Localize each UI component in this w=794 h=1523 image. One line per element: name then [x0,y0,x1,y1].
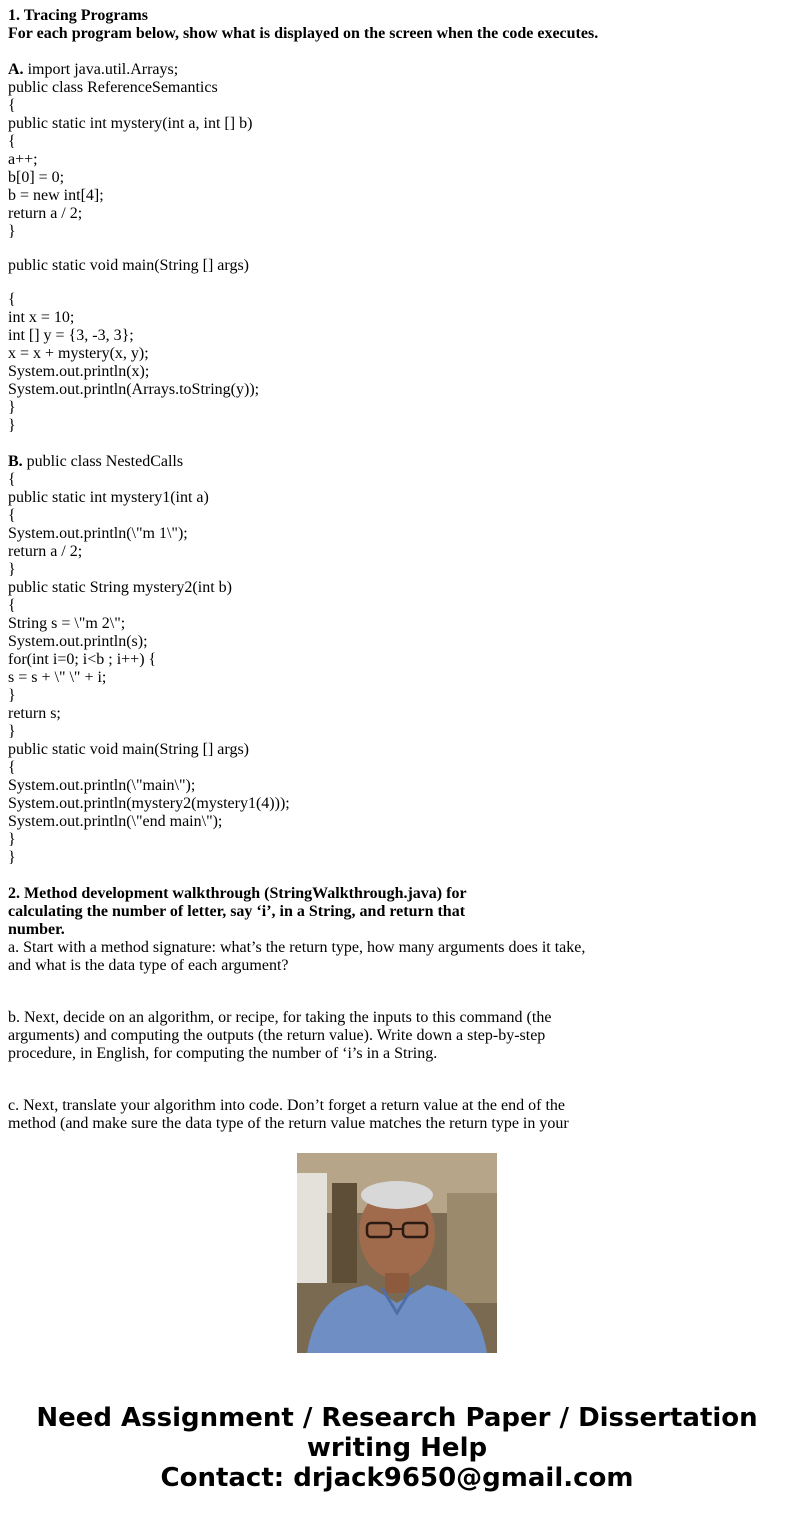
code-line: System.out.println(x); [8,363,150,380]
section2-heading-line: 2. Method development walkthrough (StringWalkthrough.java) for [8,885,467,902]
code-line: System.out.println(Arrays.toString(y)); [8,381,260,398]
part-b-first-line [8,453,608,471]
code-line: b = new int[4]; [8,187,104,204]
code-line: } [8,223,16,240]
code-line: System.out.println(s); [8,633,148,650]
help-banner [0,1403,794,1493]
section1-instruction: For each program below, show what is displayed on the screen when the code executes. [8,25,599,42]
question-c-line: method (and make sure the data type of the return value matches the return type in your [8,1115,569,1132]
question-b [8,1009,608,1063]
code-line: b[0] = 0; [8,169,65,186]
code-line: public class ReferenceSemantics [8,79,218,96]
question-b-line: procedure, in English, for computing the number of ‘i’s in a String. [8,1045,438,1062]
code-line: for(int i=0; i<b ; i++) { [8,651,157,668]
code-line: String s = \"m 2\"; [8,615,126,632]
code-line: System.out.println(\"m 1\"); [8,525,188,542]
code-line: public static int mystery1(int a) [8,489,209,506]
code-line: int x = 10; [8,309,75,326]
part-a-first-line [8,61,608,79]
code-line: public static int mystery(int a, int [] b) [8,115,253,132]
code-line: return s; [8,705,61,722]
code-line: System.out.println(mystery2(mystery1(4))); [8,795,290,812]
code-line: } [8,831,16,848]
code-line: { [8,597,16,614]
person-photo-icon [297,1153,497,1353]
question-b-line: arguments) and computing the outputs (the return value). Write down a step-by-step [8,1027,546,1044]
code-line: } [8,417,16,434]
section2-heading-line: number. [8,921,65,938]
question-a [8,939,608,975]
code-line: return a / 2; [8,205,83,222]
code-line: public static String mystery2(int b) [8,579,232,596]
section2-heading [8,885,608,939]
code-line: System.out.println(\"main\"); [8,777,196,794]
part-a-code [8,79,608,241]
code-line: } [8,399,16,416]
code-line: x = x + mystery(x, y); [8,345,149,362]
banner-line-1: Need Assignment / Research Paper / Dissertation [36,1403,758,1433]
code-line: return a / 2; [8,543,83,560]
question-c-line: c. Next, translate your algorithm into code. Don’t forget a return value at the end of the [8,1097,566,1114]
question-c [8,1097,608,1133]
code-line: s = s + \" \" + i; [8,669,107,686]
code-line: } [8,687,16,704]
part-b-class: public class NestedCalls [22,453,184,470]
part-b-label: B. [8,453,23,470]
code-line: } [8,561,16,578]
code-line: { [8,291,16,308]
section1-heading: 1. Tracing Programs [8,7,148,24]
banner-line-2: writing Help [306,1433,488,1463]
part-a-main-body [8,291,608,435]
part-a-label: A. [8,61,24,78]
document-body [8,7,608,1133]
question-a-line: a. Start with a method signature: what’s the return type, how many arguments does it take, [8,939,586,956]
code-line: } [8,849,16,866]
code-line: public static void main(String [] args) [8,741,249,758]
banner-contact: Contact: drjack9650@gmail.com [160,1463,634,1493]
question-b-line: b. Next, decide on an algorithm, or recipe, for taking the inputs to this command (the [8,1009,552,1026]
question-a-line: and what is the data type of each argument? [8,957,289,974]
part-b-code [8,471,608,867]
code-line: { [8,759,16,776]
part-a-main-signature: public static void main(String [] args) [8,257,249,274]
code-line: a++; [8,151,38,168]
code-line: { [8,133,16,150]
code-line: int [] y = {3, -3, 3}; [8,327,134,344]
code-line: System.out.println(\"end main\"); [8,813,223,830]
code-line: { [8,97,16,114]
code-line: { [8,507,16,524]
code-line: { [8,471,16,488]
part-a-import: import java.util.Arrays; [23,61,179,78]
section2-heading-line: calculating the number of letter, say ‘i’, in a String, and return that [8,903,466,920]
code-line: } [8,723,16,740]
